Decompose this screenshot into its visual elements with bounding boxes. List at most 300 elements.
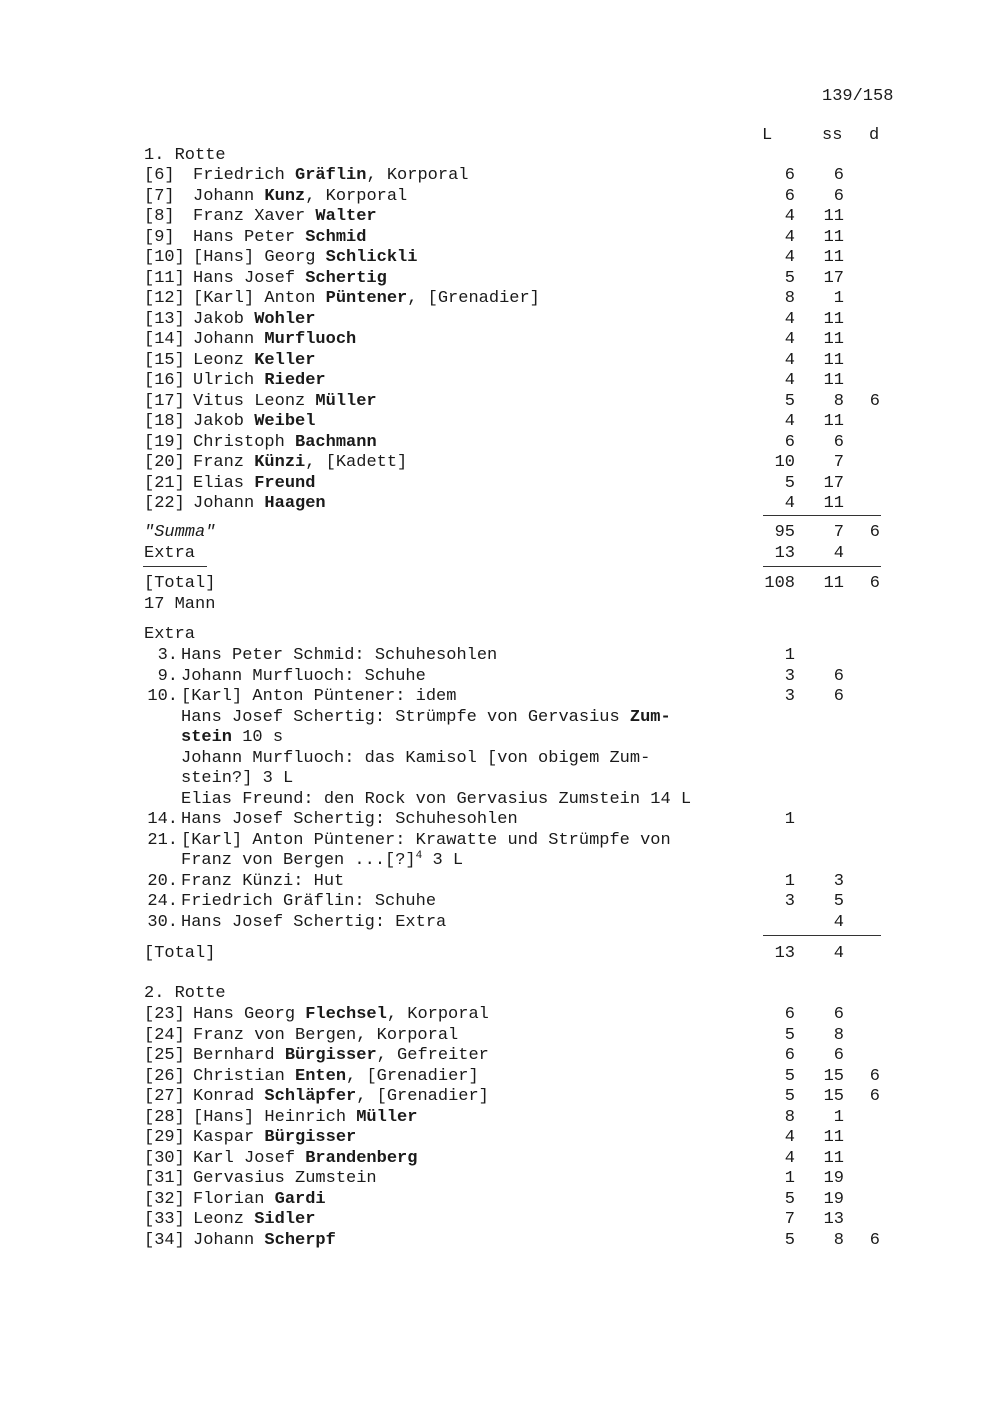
extra-text-tail: 3 L [422,851,464,870]
extra-line [0,851,1000,872]
amount-ss: 19 [823,1169,844,1188]
roster-index: [30] [144,1148,185,1168]
amount-ss: 5 [833,892,844,911]
extra-text [181,687,456,708]
amount-l: 3 [784,892,795,911]
extra-line [0,728,1000,749]
roster-row [0,1087,1000,1108]
extra-line [0,667,1000,688]
amount-ss: 3 [833,871,844,891]
amount-l: 6 [784,1005,795,1024]
soldier-name [193,248,417,269]
rotte-2-title [0,984,1000,1005]
extra-number: 10. [147,687,178,706]
extra-text [181,831,671,852]
amount-ss: 11 [823,1148,844,1168]
extra-number: 30. [147,912,178,932]
total-label: [Total] [144,574,216,593]
given-name: Leonz [193,1210,255,1229]
extra-text-main: Friedrich Gräflin: Schuhe [181,892,437,911]
roster-index: [22] [144,494,185,513]
roster-row [0,1149,1000,1170]
section-title: 1. Rotte [144,146,226,165]
rank: , [Grenadier] [346,1066,479,1086]
amount-ss: 13 [823,1210,844,1229]
surname: Wohler [254,309,316,329]
soldier-name [193,351,315,372]
roster-row [0,433,1000,454]
roster-index: [13] [144,309,185,329]
given-name: [Hans] Heinrich [193,1107,357,1127]
amount-l: 5 [784,1066,795,1086]
extra-text [181,749,650,770]
extra-total-row [0,944,1000,965]
soldier-name [193,1231,336,1252]
amount-ss: 6 [833,1046,844,1065]
total-ss: 11 [823,574,844,593]
extra-text [181,728,283,749]
roster-index: [8] [144,207,175,226]
surname: Schertig [305,268,387,288]
roster-row [0,269,1000,290]
rotte-1-title [0,146,1000,167]
surname: Weibel [254,412,316,431]
surname: Gardi [274,1189,326,1209]
roster-index: [33] [144,1210,185,1229]
extra-text-main: Franz Künzi: Hut [181,871,345,891]
surname: Bürgisser [264,1128,357,1147]
roster-index: [18] [144,412,185,431]
soldier-name [193,412,315,433]
given-name: Hans Josef [193,268,306,288]
roster-index: [28] [144,1107,185,1127]
roster-index: [20] [144,453,185,472]
extra-line [0,892,1000,913]
surname: Rieder [264,371,326,390]
extra-line [0,810,1000,831]
amount-l: 4 [784,1148,795,1168]
given-name: Christoph [193,432,296,452]
amount-ss: 17 [823,473,844,493]
amount-ss: 15 [823,1087,844,1106]
roster-index: [15] [144,350,185,370]
amount-l: 4 [784,207,795,226]
amount-l: 5 [784,268,795,288]
roster-index: [26] [144,1066,185,1086]
column-header-d: d [869,126,880,145]
amount-l: 10 [774,453,795,472]
surname: Enten [295,1066,347,1086]
extra-text-main: [Karl] Anton Püntener: idem [181,687,457,706]
extra-text-main: stein?] 3 L [181,769,294,788]
surname: Scherpf [264,1230,336,1250]
soldier-name [193,289,540,310]
summa-d: 6 [869,523,880,542]
given-name: Johann [193,330,265,349]
roster-index: [32] [144,1189,185,1209]
roster-index: [27] [144,1087,185,1106]
extra-text [181,769,293,790]
amount-d: 6 [869,1066,880,1086]
roster-row [0,1108,1000,1129]
total-l: 108 [764,574,795,593]
amount-ss: 8 [833,1230,844,1250]
total-row [0,574,1000,595]
given-name: Jakob [193,309,255,329]
soldier-name [193,1149,417,1170]
extra-line [0,831,1000,852]
given-name: Elias [193,473,255,493]
rank: , [Grenadier] [407,289,540,308]
soldier-name [193,371,326,392]
given-name: [Karl] Anton [193,289,326,308]
roster-row [0,494,1000,515]
amount-l: 3 [784,666,795,686]
summa-ss: 7 [833,523,844,542]
extra-line [0,646,1000,667]
roster-row [0,1169,1000,1190]
given-name: Kaspar [193,1128,265,1147]
amount-l: 1 [784,1169,795,1188]
soldier-name [193,1026,458,1047]
amount-l: 8 [784,1107,795,1127]
roster-index: [9] [144,227,175,247]
extra-label-rule [143,566,207,567]
given-name: Hans Peter [193,227,306,247]
roster-index: [12] [144,289,185,308]
total-l: 13 [774,944,795,963]
rank: , Gefreiter [376,1046,489,1065]
amount-l: 4 [784,371,795,390]
extra-l: 13 [774,544,795,563]
roster-row [0,1067,1000,1088]
amount-l: 4 [784,330,795,349]
section-title: 2. Rotte [144,984,226,1003]
extra-text-main: Hans Josef Schertig: Schuhesohlen [181,810,518,829]
amount-ss: 1 [833,1107,844,1127]
extra-text [181,667,426,688]
extra-text-main: Elias Freund: den Rock von Gervasius Zumstein 14 L [181,789,692,809]
given-name: Franz Xaver [193,207,316,226]
surname: Schmid [305,227,367,247]
soldier-name [193,330,356,351]
given-name: Franz von Bergen, Korporal [193,1025,459,1045]
extra-text-bold: stein [181,728,233,747]
surname: Gräflin [295,166,367,185]
roster-row [0,330,1000,351]
rank: , Korporal [366,166,469,185]
total-d: 6 [869,574,880,593]
roster-index: [25] [144,1046,185,1065]
mann-row [0,595,1000,616]
extra-section-title [0,625,1000,646]
soldier-name [193,392,377,413]
column-header-l: L [762,126,773,145]
extra-number: 3. [157,646,178,665]
roster-row [0,453,1000,474]
amount-l: 1 [784,871,795,891]
roster-row [0,1231,1000,1252]
given-name: Vitus Leonz [193,391,316,411]
roster-row [0,392,1000,413]
roster-row [0,1190,1000,1211]
roster-index: [11] [144,268,185,288]
summa-label: "Summa" [144,523,216,542]
rank: , [Kadett] [305,453,408,472]
amount-l: 7 [784,1210,795,1229]
extra-number: 24. [147,892,178,911]
amount-l: 3 [784,687,795,706]
sum-rule [763,515,881,516]
roster-index: [7] [144,186,175,206]
amount-ss: 19 [823,1189,844,1209]
extra-line [0,872,1000,893]
extra-number: 21. [147,830,178,850]
roster-row [0,1046,1000,1067]
extra-line [0,790,1000,811]
amount-ss: 11 [823,330,844,349]
amount-l: 5 [784,391,795,411]
soldier-name [193,1128,356,1149]
given-name: Johann [193,186,265,206]
given-name: Friedrich [193,166,296,185]
surname: Sidler [254,1210,316,1229]
amount-ss: 11 [823,1128,844,1147]
footnote-marker: 4 [415,850,423,862]
extra-text-main: Hans Josef Schertig: Extra [181,912,447,932]
extra-label: Extra [144,544,196,563]
roster-index: [6] [144,166,175,185]
roster-index: [14] [144,330,185,349]
extra-text [181,892,436,913]
soldier-name [193,1169,377,1190]
total-rule [763,566,881,567]
amount-ss: 6 [833,1005,844,1024]
roster-index: [23] [144,1005,185,1024]
amount-ss: 6 [833,666,844,686]
amount-ss: 11 [823,412,844,431]
soldier-name [193,207,377,228]
roster-index: [16] [144,371,185,390]
extra-number: 20. [147,871,178,891]
surname: Bürgisser [284,1046,377,1065]
amount-l: 4 [784,494,795,513]
roster-index: [31] [144,1169,185,1188]
surname: Schlickli [325,248,418,267]
roster-index: [24] [144,1025,185,1045]
amount-l: 5 [784,473,795,493]
amount-d: 6 [869,1230,880,1250]
page-number: 139/158 [822,87,894,106]
extra-text [181,646,497,667]
extra-line [0,913,1000,934]
amount-ss: 11 [823,227,844,247]
extra-number: 14. [147,810,178,829]
amount-ss: 6 [833,166,844,185]
extra-text [181,913,446,934]
column-header-ss: ss [822,126,843,145]
extra-text-main: Johann Murfluoch: das Kamisol [von obigem Zum- [181,748,651,768]
extra-ss: 4 [833,544,844,563]
surname: Püntener [325,289,408,308]
extra-text-tail: 10 s [232,728,284,747]
roster-index: [10] [144,248,185,267]
amount-ss: 8 [833,391,844,411]
rank: , [Grenadier] [356,1087,489,1106]
extra-text [181,851,463,872]
section-title: Extra [144,625,196,644]
given-name: Hans Georg [193,1005,306,1024]
soldier-name [193,1210,315,1231]
soldier-name [193,1087,489,1108]
roster-row [0,474,1000,495]
amount-l: 4 [784,227,795,247]
extra-text-main: Hans Josef Schertig: Strümpfe von Gervasius [181,707,630,727]
amount-ss: 8 [833,1025,844,1045]
roster-row [0,1128,1000,1149]
summa-l: 95 [774,523,795,542]
surname: Keller [254,350,316,370]
total-ss: 4 [833,944,844,963]
amount-d: 6 [869,1087,880,1106]
surname: Schläpfer [264,1087,357,1106]
roster-row [0,187,1000,208]
soldier-name [193,187,407,208]
given-name: Ulrich [193,371,265,390]
amount-ss: 15 [823,1066,844,1086]
mann-count: 17 Mann [144,595,216,614]
amount-l: 4 [784,412,795,431]
total-label: [Total] [144,944,216,963]
amount-ss: 11 [823,248,844,267]
roster-index: [34] [144,1230,185,1250]
roster-index: [29] [144,1128,185,1147]
amount-ss: 1 [833,289,844,308]
given-name: [Hans] Georg [193,248,326,267]
given-name: Christian [193,1066,296,1086]
roster-row [0,351,1000,372]
soldier-name [193,1005,489,1026]
amount-ss: 6 [833,687,844,706]
amount-ss: 11 [823,371,844,390]
extra-text-main: Franz von Bergen ...[?] [181,851,416,870]
extra-line [0,687,1000,708]
amount-ss: 11 [823,207,844,226]
extra-total-rule [763,935,881,936]
given-name: Franz [193,453,255,472]
roster-row [0,1026,1000,1047]
surname: Müller [315,391,377,411]
given-name: Konrad [193,1087,265,1106]
extra-line [0,708,1000,729]
extra-text [181,790,691,811]
given-name: Leonz [193,350,255,370]
roster-row [0,166,1000,187]
amount-l: 6 [784,186,795,206]
amount-l: 5 [784,1087,795,1106]
given-name: Bernhard [193,1046,285,1065]
amount-l: 5 [784,1230,795,1250]
surname: Bachmann [295,432,377,452]
soldier-name [193,1108,417,1129]
amount-l: 5 [784,1189,795,1209]
extra-text [181,810,518,831]
amount-l: 4 [784,350,795,370]
surname: Freund [254,473,316,493]
roster-row [0,371,1000,392]
amount-l: 4 [784,1128,795,1147]
soldier-name [193,1046,489,1067]
amount-l: 6 [784,432,795,452]
extra-number: 9. [157,666,178,686]
surname: Flechsel [305,1005,387,1024]
given-name: Johann [193,494,265,513]
soldier-name [193,453,407,474]
roster-index: [21] [144,473,185,493]
roster-row [0,207,1000,228]
amount-ss: 11 [823,309,844,329]
surname: Müller [356,1107,418,1127]
surname: Brandenberg [305,1148,418,1168]
amount-ss: 17 [823,268,844,288]
amount-l: 1 [784,810,795,829]
rank: , Korporal [386,1005,489,1024]
soldier-name [193,1190,326,1211]
rank: , Korporal [305,186,408,206]
amount-l: 5 [784,1025,795,1045]
given-name: Jakob [193,412,255,431]
roster-row [0,1210,1000,1231]
amount-ss: 6 [833,432,844,452]
given-name: Karl Josef [193,1148,306,1168]
amount-l: 6 [784,166,795,185]
soldier-name [193,1067,479,1088]
amount-d: 6 [869,391,880,411]
soldier-name [193,166,468,187]
surname: Haagen [264,494,326,513]
roster-row [0,310,1000,331]
extra-text [181,708,671,729]
extra-line [0,749,1000,770]
amount-ss: 7 [833,453,844,472]
soldier-name [193,494,326,515]
amount-l: 1 [784,646,795,665]
given-name: Johann [193,1230,265,1250]
soldier-name [193,433,377,454]
amount-ss: 4 [833,912,844,932]
roster-row [0,248,1000,269]
extra-line [0,769,1000,790]
amount-ss: 11 [823,494,844,513]
roster-row [0,412,1000,433]
summa-row [0,523,1000,544]
extra-row [0,544,1000,565]
soldier-name [193,228,366,249]
amount-l: 4 [784,309,795,329]
roster-row [0,1005,1000,1026]
extra-text-main: Hans Peter Schmid: Schuhesohlen [181,646,498,665]
roster-index: [19] [144,432,185,452]
soldier-name [193,269,387,290]
amount-l: 4 [784,248,795,267]
extra-text-main: Johann Murfluoch: Schuhe [181,666,426,686]
soldier-name [193,310,315,331]
amount-l: 8 [784,289,795,308]
roster-row [0,289,1000,310]
roster-row [0,228,1000,249]
extra-text [181,872,344,893]
soldier-name [193,474,315,495]
